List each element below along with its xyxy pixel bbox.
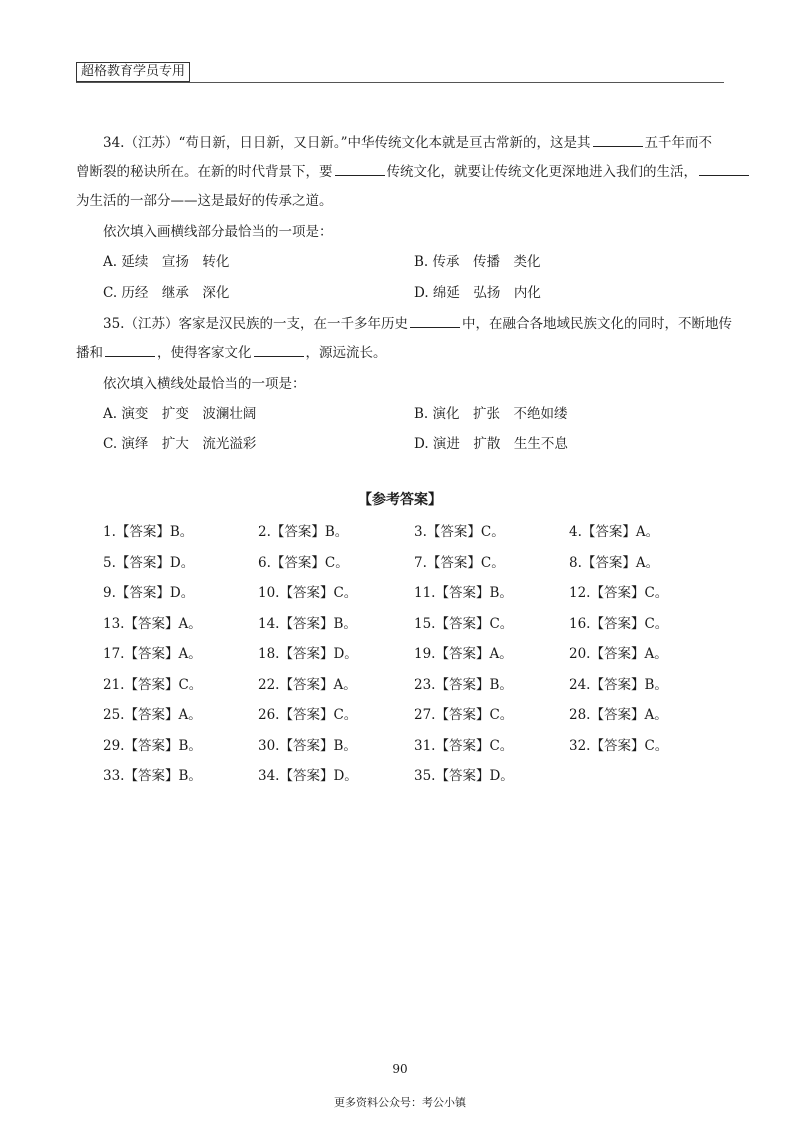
answers-title: 【参考答案】	[358, 492, 442, 508]
answer-item: 33.【答案】B。	[103, 768, 202, 784]
answer-item: 17.【答案】A。	[103, 646, 202, 662]
q35-text: 35.（江苏）客家是汉民族的一支，在一千多年历史	[103, 316, 408, 332]
answer-item: 10.【答案】C。	[258, 585, 358, 601]
q35-option-b: B. 演化 扩张 不绝如缕	[414, 406, 568, 422]
answer-item: 22.【答案】A。	[258, 676, 357, 693]
answer-item: 30.【答案】B。	[258, 737, 357, 754]
answer-item: 25.【答案】A。	[103, 707, 202, 723]
answer-item: 21.【答案】C。	[103, 676, 203, 693]
blank	[699, 163, 749, 176]
answer-item: 9.【答案】D。	[103, 585, 195, 601]
answer-item: 7.【答案】C。	[414, 554, 505, 571]
answer-item: 23.【答案】B。	[414, 676, 513, 693]
q34-option-b: B. 传承 传播 类化	[414, 254, 541, 270]
answer-item: 12.【答案】C。	[569, 585, 669, 601]
answer-item: 11.【答案】B。	[414, 585, 513, 601]
q34-line1	[103, 131, 712, 151]
q34-line2	[76, 160, 751, 180]
q35-text: ，使得客家文化	[157, 345, 252, 361]
answer-item: 32.【答案】C。	[569, 737, 669, 754]
answer-item: 29.【答案】B。	[103, 737, 202, 754]
header-divider	[76, 82, 724, 83]
answer-item: 1.【答案】B。	[103, 524, 194, 540]
header-tag: 超格教育学员专用	[76, 62, 190, 82]
answer-item: 14.【答案】B。	[258, 615, 357, 632]
q34-option-d: D. 绵延 弘扬 内化	[414, 285, 541, 301]
answer-item: 34.【答案】D。	[258, 768, 358, 784]
q35-option-a: A. 演变 扩变 波澜壮阔	[103, 406, 257, 422]
answer-item: 26.【答案】C。	[258, 707, 358, 723]
q35-option-c: C. 演绎 扩大 流光溢彩	[103, 436, 257, 452]
answer-item: 8.【答案】A。	[569, 554, 660, 571]
q34-text: 为生活的一部分——这是最好的传承之道。	[76, 193, 333, 209]
answer-item: 20.【答案】A。	[569, 646, 668, 662]
q35-prompt: 依次填入横线处最恰当的一项是：	[103, 376, 306, 392]
answer-item: 35.【答案】D。	[414, 768, 514, 784]
answer-item: 13.【答案】A。	[103, 615, 202, 632]
answer-item: 3.【答案】C。	[414, 524, 505, 540]
blank	[410, 315, 460, 328]
q34-option-c: C. 历经 继承 深化	[103, 285, 230, 301]
q35-text: ，源远流长。	[305, 345, 387, 361]
answer-item: 19.【答案】A。	[414, 646, 513, 662]
q34-text: 34.（江苏）“苟日新，日日新，又日新。”中华传统文化本就是亘古常新的，这是其	[103, 135, 591, 151]
blank	[254, 344, 304, 357]
answer-item: 27.【答案】C。	[414, 707, 514, 723]
answer-item: 28.【答案】A。	[569, 707, 668, 723]
answer-item: 31.【答案】C。	[414, 737, 514, 754]
page-number: 90	[392, 1062, 408, 1076]
q34-prompt: 依次填入画横线部分最恰当的一项是：	[103, 224, 333, 240]
blank	[335, 163, 385, 176]
q35-line2	[76, 341, 387, 361]
answer-item: 18.【答案】D。	[258, 646, 358, 662]
q35-text: 播和	[76, 345, 103, 361]
answer-item: 15.【答案】C。	[414, 615, 514, 632]
answer-item: 2.【答案】B。	[258, 524, 349, 540]
answer-item: 24.【答案】B。	[569, 676, 668, 693]
q34-text: 传统文化，就要让传统文化更深地进入我们的生活，	[386, 164, 697, 180]
q34-option-a: A. 延续 宣扬 转化	[103, 254, 230, 270]
answer-item: 5.【答案】D。	[103, 554, 195, 571]
q34-text: 五千年而不	[644, 135, 713, 151]
q34-line3	[76, 189, 333, 209]
answer-item: 16.【答案】C。	[569, 615, 669, 632]
q35-line1	[103, 312, 732, 332]
answer-item: 4.【答案】A。	[569, 524, 660, 540]
blank	[105, 344, 155, 357]
footer-note: 更多资料公众号：考公小镇	[334, 1096, 466, 1109]
q35-option-d: D. 演进 扩散 生生不息	[414, 436, 568, 452]
q35-text: 中，在融合各地域民族文化的同时，不断地传	[461, 316, 732, 332]
q34-text: 曾断裂的秘诀所在。在新的时代背景下，要	[76, 164, 333, 180]
blank	[593, 134, 643, 147]
answer-item: 6.【答案】C。	[258, 554, 349, 571]
